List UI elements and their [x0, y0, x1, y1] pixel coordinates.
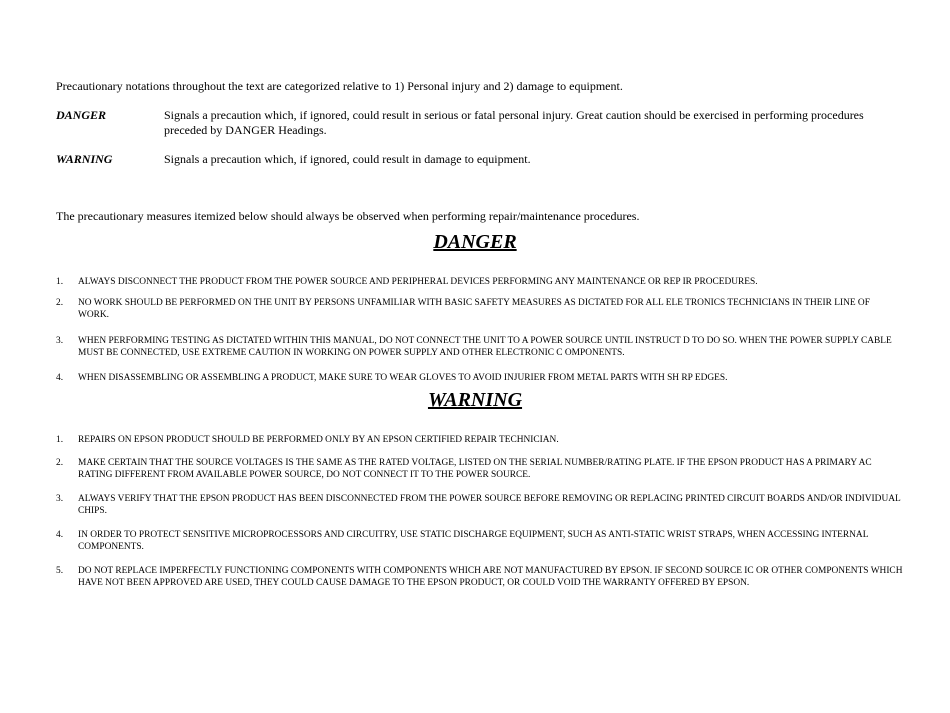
- item-text: REPAIRS ON EPSON PRODUCT SHOULD BE PERFORMED ONLY BY AN EPSON CERTIFIED REPAIR TECHNICIAN.: [78, 435, 559, 445]
- definition-text: Signals a precaution which, if ignored, could result in serious or fatal personal injury. Great caution should be exercised in performing procedures preceded by DANGER Headings.: [164, 108, 864, 137]
- intro-paragraph: Precautionary notations throughout the text are categorized relative to 1) Personal injury and 2) damage to equipment.: [56, 79, 623, 93]
- definition-term: DANGER: [56, 108, 107, 122]
- warning-heading: WARNING: [427, 389, 523, 411]
- item-text: ALWAYS VERIFY THAT THE EPSON PRODUCT HAS BEEN DISCONNECTED FROM THE POWER SOURCE BEFORE REMOVING OR REPLACING PRINTED CIRCUIT BOARDS AND/OR INDIVIDUAL CHIPS.: [78, 494, 901, 516]
- item-text: WHEN PERFORMING TESTING AS DICTATED WITHIN THIS MANUAL, DO NOT CONNECT THE UNIT TO A POWER SOURCE UNTIL INSTRUCT D TO DO SO. WHEN THE POWER SUPPLY CABLE MUST BE CONNECTED, USE EXTREME CAUTION IN WORKING ON POWER SUPPLY AND OTHER ELECTRONIC C OMPONENTS.: [78, 336, 892, 358]
- item-number: 4.: [56, 530, 64, 540]
- item-number: 2.: [56, 458, 64, 468]
- item-text: NO WORK SHOULD BE PERFORMED ON THE UNIT BY PERSONS UNFAMILIAR WITH BASIC SAFETY MEASURES AS DICTATED FOR ALL ELE TRONICS TECHNICIANS IN THEIR LINE OF WORK.: [78, 298, 870, 320]
- item-text: IN ORDER TO PROTECT SENSITIVE MICROPROCESSORS AND CIRCUITRY, USE STATIC DISCHARGE EQUIPMENT, SUCH AS ANTI-STATIC WRIST STRAPS, WHEN ACCESSING INTERNAL COMPONENTS.: [78, 530, 869, 552]
- item-number: 4.: [56, 373, 64, 383]
- item-number: 5.: [56, 566, 64, 576]
- item-text: DO NOT REPLACE IMPERFECTLY FUNCTIONING COMPONENTS WITH COMPONENTS WHICH ARE NOT MANUFACTURED BY EPSON. IF SECOND SOURCE IC OR OTHER COMPONENTS WHICH HAVE NOT BEEN APPROVED ARE USED, THEY COULD CAUSE DAMAGE TO THE EPSON PRODUCT, OR COULD VOID THE WARRANTY OFFERED BY EPSON.: [78, 566, 903, 588]
- item-number: 2.: [56, 298, 64, 308]
- measures-intro: The precautionary measures itemized below should always be observed when performing repair/maintenance procedures.: [56, 209, 640, 223]
- item-number: 3.: [56, 494, 64, 504]
- definition-text: Signals a precaution which, if ignored, could result in damage to equipment.: [164, 152, 531, 166]
- danger-heading: DANGER: [433, 231, 517, 253]
- item-text: ALWAYS DISCONNECT THE PRODUCT FROM THE POWER SOURCE AND PERIPHERAL DEVICES PERFORMING ANY MAINTENANCE OR REP IR PROCEDURES.: [78, 277, 758, 287]
- item-text: MAKE CERTAIN THAT THE SOURCE VOLTAGES IS THE SAME AS THE RATED VOLTAGE, LISTED ON THE SERIAL NUMBER/RATING PLATE. IF THE EPSON PRODUCT HAS A PRIMARY AC RATING DIFFERENT FROM AVAILABLE POWER SOURCE, DO NOT CONNECT IT TO THE POWER SOURCE.: [78, 458, 872, 480]
- item-number: 1.: [56, 277, 64, 287]
- definition-term: WARNING: [56, 152, 113, 166]
- item-number: 3.: [56, 336, 64, 346]
- item-number: 1.: [56, 435, 64, 445]
- item-text: WHEN DISASSEMBLING OR ASSEMBLING A PRODUCT, MAKE SURE TO WEAR GLOVES TO AVOID INJURIER FROM METAL PARTS WITH SH RP EDGES.: [78, 373, 728, 383]
